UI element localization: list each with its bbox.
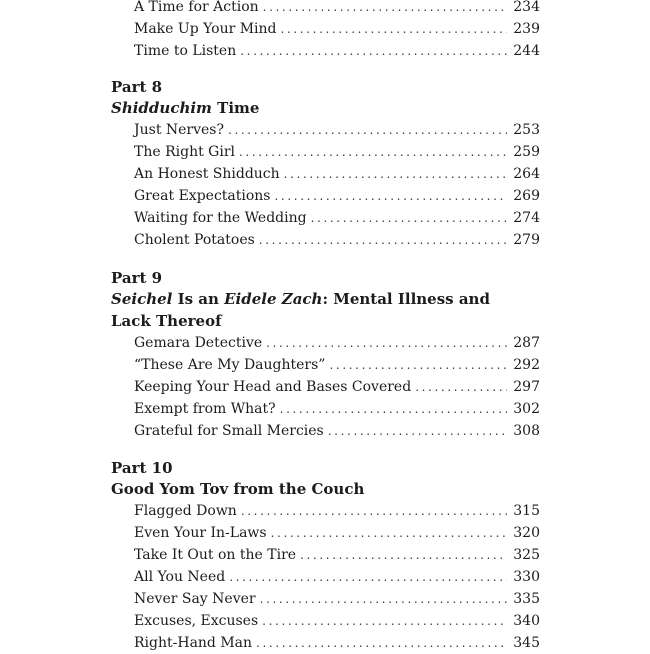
dot-leader: [329, 354, 507, 376]
dot-leader: [415, 376, 507, 398]
dot-leader: [256, 632, 507, 654]
toc-entry-title: Waiting for the Wedding: [134, 207, 311, 229]
part-title: [111, 98, 551, 120]
toc-entry-page: 264: [507, 163, 540, 185]
toc-entry-page: 330: [507, 566, 540, 588]
toc-entry[interactable]: [134, 610, 540, 632]
toc-entry[interactable]: [134, 632, 540, 654]
part-title-line-2: Lack Thereof: [111, 311, 222, 330]
toc-entry[interactable]: [134, 185, 540, 207]
toc-entry-title: Right-Hand Man: [134, 632, 256, 654]
toc-entry[interactable]: [134, 207, 540, 229]
part-9-header: [111, 267, 551, 332]
toc-entry-title: Excuses, Excuses: [134, 610, 262, 632]
part-heading: Part 10: [111, 459, 173, 477]
toc-entry-page: 292: [507, 354, 540, 376]
dot-leader: [263, 0, 508, 18]
dot-leader: [280, 398, 508, 420]
dot-leader: [240, 40, 507, 62]
toc-entry-title: The Right Girl: [134, 141, 239, 163]
toc-entry-title: Take It Out on the Tire: [134, 544, 300, 566]
toc-entry[interactable]: [134, 376, 540, 398]
toc-entry-title: Grateful for Small Mercies: [134, 420, 328, 442]
toc-entry[interactable]: [134, 588, 540, 610]
dot-leader: [241, 500, 507, 522]
toc-entry-title: Flagged Down: [134, 500, 241, 522]
toc-entry-page: 244: [507, 40, 540, 62]
toc-entry-page: 234: [507, 0, 540, 18]
toc-entry-title: Exempt from What?: [134, 398, 280, 420]
dot-leader: [266, 332, 507, 354]
dot-leader: [262, 610, 507, 632]
toc-entry-title: Great Expectations: [134, 185, 275, 207]
toc-entry[interactable]: [134, 522, 540, 544]
toc-list-part-8: [134, 119, 540, 251]
toc-entry-title: “These Are My Daughters”: [134, 354, 329, 376]
toc-entry-title: Make Up Your Mind: [134, 18, 281, 40]
toc-entry[interactable]: [134, 40, 540, 62]
toc-entry-page: 297: [507, 376, 540, 398]
toc-entry-page: 340: [507, 610, 540, 632]
toc-list-part-10: [134, 500, 540, 654]
toc-entry-title: Keeping Your Head and Bases Covered: [134, 376, 415, 398]
part-title-italic: Shidduchim: [111, 99, 212, 117]
dot-leader: [228, 119, 507, 141]
toc-entry-page: 320: [507, 522, 540, 544]
part-title-italic: Seichel: [111, 290, 173, 308]
dot-leader: [259, 229, 507, 251]
part-title-text: : Mental Illness and: [322, 290, 490, 308]
part-title: [111, 289, 551, 311]
toc-entry-page: 259: [507, 141, 540, 163]
dot-leader: [260, 588, 508, 610]
toc-entry[interactable]: [134, 0, 540, 18]
toc-entry-title: A Time for Action: [134, 0, 263, 18]
toc-entry-page: 308: [507, 420, 540, 442]
dot-leader: [300, 544, 507, 566]
part-heading: Part 8: [111, 78, 163, 96]
toc-entry-title: Never Say Never: [134, 588, 260, 610]
toc-entry-page: 325: [507, 544, 540, 566]
part-10-header: [111, 457, 551, 501]
toc-entry[interactable]: [134, 420, 540, 442]
toc-entry-title: An Honest Shidduch: [134, 163, 284, 185]
toc-entry-title: Just Nerves?: [134, 119, 228, 141]
dot-leader: [275, 185, 508, 207]
part-heading: Part 9: [111, 269, 163, 287]
toc-entry[interactable]: [134, 332, 540, 354]
dot-leader: [328, 420, 508, 442]
part-title-rest: Time: [211, 99, 260, 117]
dot-leader: [239, 141, 507, 163]
toc-entry-page: 302: [507, 398, 540, 420]
toc-list-part7-continued: [134, 0, 540, 62]
toc-entry[interactable]: [134, 119, 540, 141]
toc-entry-title: Gemara Detective: [134, 332, 266, 354]
toc-entry-page: 269: [507, 185, 540, 207]
toc-entry-page: 345: [507, 632, 540, 654]
toc-entry[interactable]: [134, 229, 540, 251]
toc-entry[interactable]: [134, 163, 540, 185]
toc-entry-title: Cholent Potatoes: [134, 229, 259, 251]
toc-entry[interactable]: [134, 141, 540, 163]
toc-entry[interactable]: [134, 398, 540, 420]
dot-leader: [229, 566, 507, 588]
dot-leader: [271, 522, 508, 544]
part-title: Good Yom Tov from the Couch: [111, 480, 365, 498]
toc-entry[interactable]: [134, 500, 540, 522]
dot-leader: [311, 207, 508, 229]
toc-entry-title: Even Your In-Laws: [134, 522, 271, 544]
toc-entry-page: 335: [507, 588, 540, 610]
toc-entry-title: Time to Listen: [134, 40, 240, 62]
toc-entry-page: 253: [507, 119, 540, 141]
toc-entry-page: 279: [507, 229, 540, 251]
toc-entry-page: 287: [507, 332, 540, 354]
toc-entry-page: 274: [507, 207, 540, 229]
part-title-text: Is an: [172, 290, 225, 308]
toc-entry-title: All You Need: [134, 566, 229, 588]
dot-leader: [281, 18, 508, 40]
toc-entry[interactable]: [134, 18, 540, 40]
toc-entry-page: 315: [507, 500, 540, 522]
part-8-header: [111, 76, 551, 120]
toc-list-part-9: [134, 332, 540, 442]
part-title-italic: Eidele Zach: [224, 290, 323, 308]
dot-leader: [284, 163, 508, 185]
toc-entry[interactable]: [134, 566, 540, 588]
toc-entry-page: 239: [507, 18, 540, 40]
toc-entry[interactable]: [134, 544, 540, 566]
toc-entry[interactable]: [134, 354, 540, 376]
